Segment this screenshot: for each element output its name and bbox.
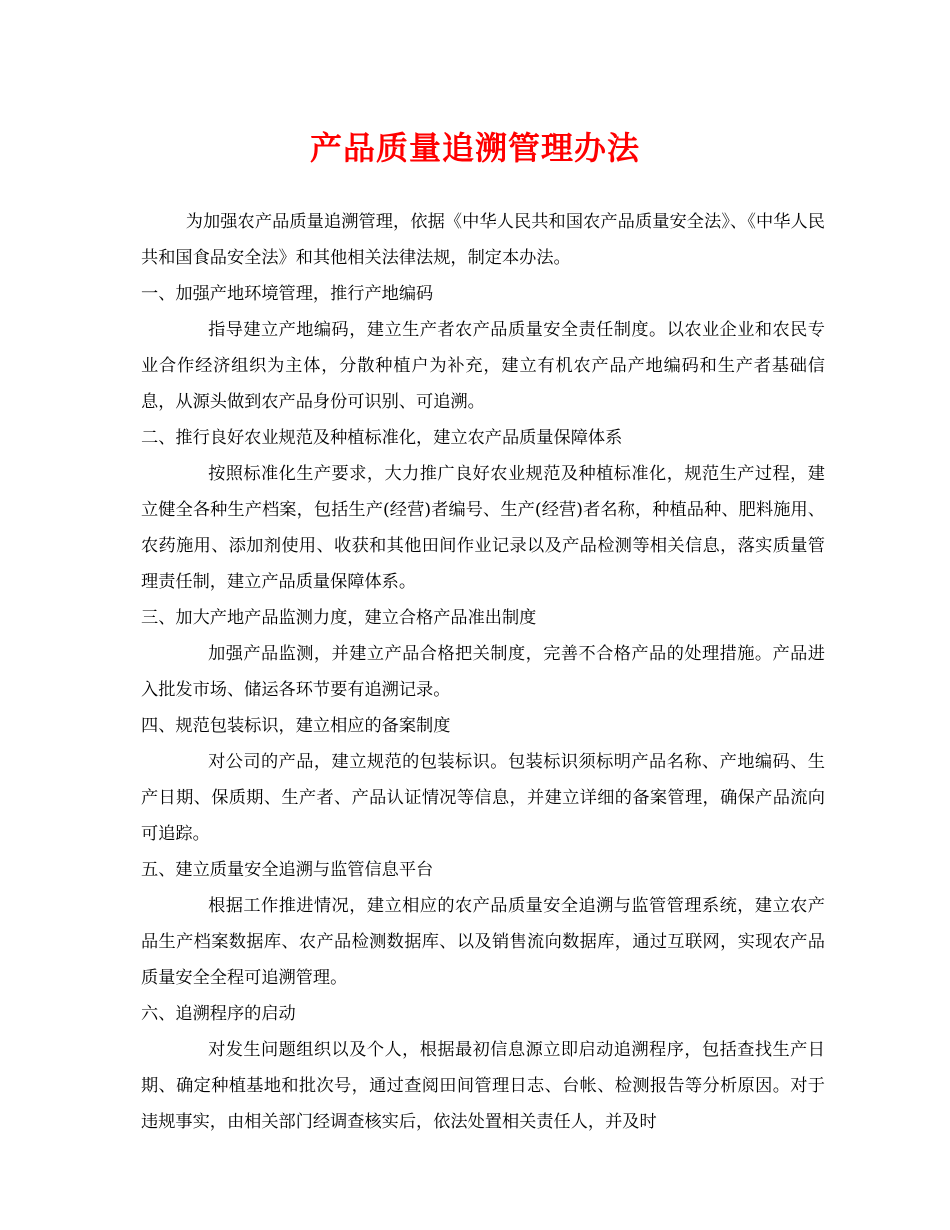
section-paragraph-2: 按照标准化生产要求，大力推广良好农业规范及种植标准化，规范生产过程，建立健全各种生产档案，包括生产(经营)者编号、生产(经营)者名称，种植品种、肥料施用、农药施用、添加剂使用、收获和其他田间作业记录以及产品检测等相关信息，落实质量管理责任制，建立产品质量保障体系。 xyxy=(141,464,825,592)
document-body xyxy=(141,204,825,1140)
section-heading-3: 三、加大产地产品监测力度，建立合格产品准出制度 xyxy=(141,608,537,628)
section-heading-2: 二、推行良好农业规范及种植标准化，建立农产品质量保障体系 xyxy=(141,428,623,448)
section-paragraph-1: 指导建立产地编码，建立生产者农产品质量安全责任制度。以农业企业和农民专业合作经济组织为主体，分散种植户为补充，建立有机农产品产地编码和生产者基础信息，从源头做到农产品身份可识别、可追溯。 xyxy=(141,320,825,412)
intro-paragraph: 为加强农产品质量追溯管理，依据《中华人民共和国农产品质量安全法》、《中华人民共和国食品安全法》和其他相关法律法规，制定本办法。 xyxy=(141,212,825,268)
document-title: 产品质量追溯管理办法 xyxy=(309,129,640,167)
section-paragraph-4: 对公司的产品，建立规范的包装标识。包装标识须标明产品名称、产地编码、生产日期、保质期、生产者、产品认证情况等信息，并建立详细的备案管理，确保产品流向可追踪。 xyxy=(141,752,825,844)
section-heading-1: 一、加强产地环境管理，推行产地编码 xyxy=(141,284,434,304)
section-paragraph-5: 根据工作推进情况，建立相应的农产品质量安全追溯与监管管理系统，建立农产品生产档案数据库、农产品检测数据库、以及销售流向数据库，通过互联网，实现农产品质量安全全程可追溯管理。 xyxy=(141,896,825,988)
section-heading-6: 六、追溯程序的启动 xyxy=(141,1004,296,1024)
section-heading-5: 五、建立质量安全追溯与监管信息平台 xyxy=(141,860,434,880)
section-heading-4: 四、规范包装标识，建立相应的备案制度 xyxy=(141,716,451,736)
section-paragraph-3: 加强产品监测，并建立产品合格把关制度，完善不合格产品的处理措施。产品进入批发市场、储运各环节要有追溯记录。 xyxy=(141,644,825,700)
section-paragraph-6: 对发生问题组织以及个人，根据最初信息源立即启动追溯程序，包括查找生产日期、确定种植基地和批次号，通过查阅田间管理日志、台帐、检测报告等分析原因。对于违规事实，由相关部门经调查核实后，依法处置相关责任人，并及时 xyxy=(141,1040,825,1132)
